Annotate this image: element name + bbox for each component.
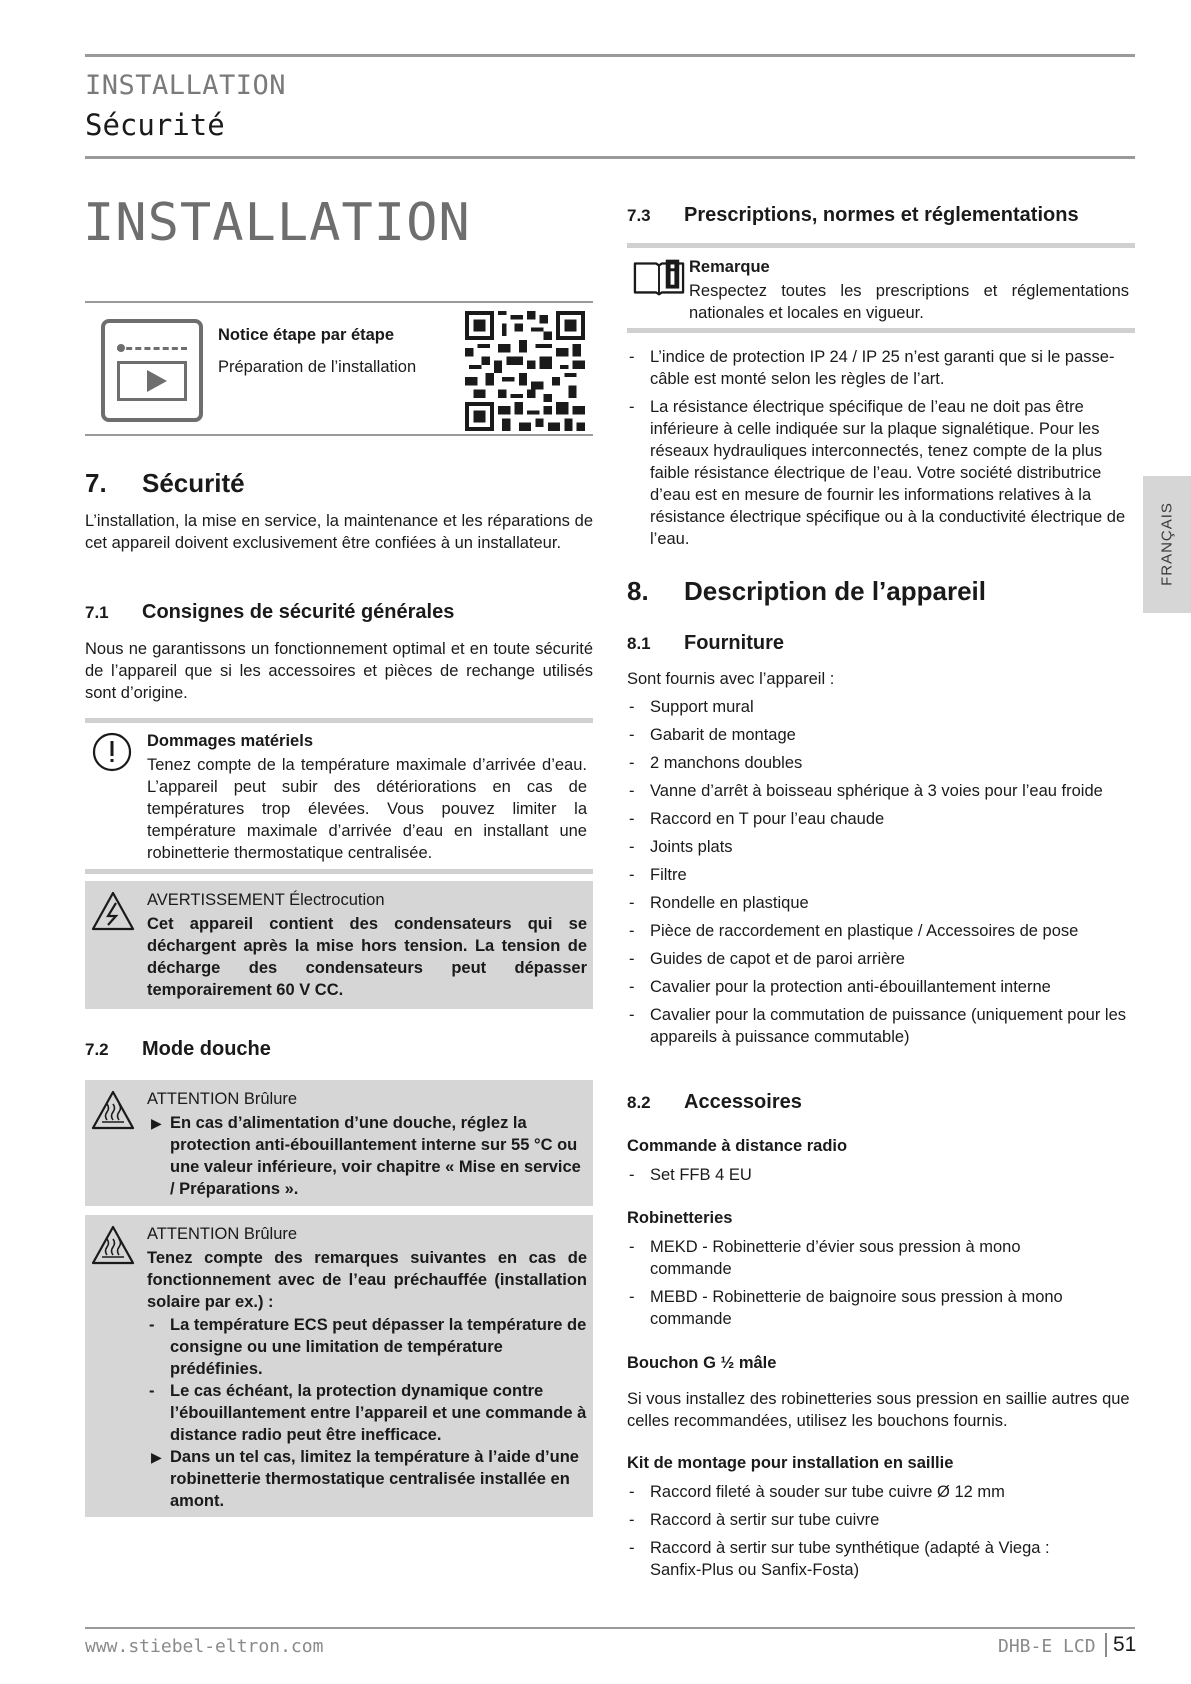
- list-item: - Joints plats: [627, 836, 1135, 858]
- footer-rule: [85, 1627, 1135, 1629]
- section-number: 7.2: [85, 1040, 109, 1059]
- caution-burn-preheated: [85, 1215, 593, 1517]
- list-item: - Raccord fileté à souder sur tube cuivre Ø 12 mm: [627, 1481, 1097, 1503]
- running-header-subsection: Sécurité: [85, 108, 225, 142]
- section-number: 8.1: [627, 634, 651, 653]
- section-title: Fourniture: [684, 632, 784, 654]
- warning-title: AVERTISSEMENT Électrocution: [147, 891, 385, 909]
- warning-text: Cet appareil contient des condensateurs qui se déchargent après la mise hors tension. La tension de décharge des condensateurs peut dépasser temporairement 60 V CC.: [147, 915, 587, 999]
- section-number: 8.: [627, 576, 649, 606]
- remote-list: [627, 1164, 1135, 1192]
- page-title: INSTALLATION: [83, 193, 471, 253]
- hot-surface-icon: [91, 1225, 135, 1265]
- plug-subheading: Bouchon G ½ mâle: [627, 1354, 777, 1372]
- running-header-section: INSTALLATION: [85, 70, 287, 101]
- hot-surface-icon: [91, 1090, 135, 1130]
- video-play-icon[interactable]: [101, 319, 203, 422]
- caution-list: [147, 1314, 587, 1446]
- plug-text: Si vous installez des robinetteries sous pression en saillie autres que celles recommandées, utilisez les bouchons fournis.: [627, 1390, 1130, 1430]
- list-item: - La température ECS peut dépasser la température de consigne ou une limitation de température prédéfinies.: [147, 1314, 587, 1380]
- section-title: Consignes de sécurité générales: [142, 601, 455, 623]
- caution-step: Dans un tel cas, limitez la température à l’aide d’une robinetterie thermostatique centralisée installée en amont.: [170, 1448, 579, 1510]
- page-number: 51: [1113, 1633, 1137, 1656]
- section-7-heading: [85, 468, 245, 499]
- step-marker-icon: ▶: [151, 1115, 162, 1131]
- exclamation-circle-icon: [92, 732, 132, 772]
- warning-electrocution: [85, 881, 593, 1009]
- note-box: [627, 243, 1135, 333]
- language-tab[interactable]: [1143, 476, 1191, 613]
- section-number: 7.1: [85, 603, 109, 622]
- list-item: - Guides de capot et de paroi arrière: [627, 948, 1135, 970]
- step-by-step-box: [85, 301, 593, 436]
- list-item: - Set FFB 4 EU: [627, 1164, 1135, 1186]
- info-book-icon: [633, 257, 685, 297]
- note-title: Remarque: [689, 258, 770, 276]
- list-item: - La résistance électrique spécifique de l’eau ne doit pas être inférieure à celle indiquée sur la plaque signalétique. Pour les réseaux hydrauliques interconnectés, tenez compte de la plus faible résistance électrique de l’eau. Votre société distributrice d’eau est en mesure de fournir les informations relatives à la résistance électrique spécifique ou à la conductivité électrique de l’eau.: [627, 396, 1135, 550]
- list-item: - MEBD - Robinetterie de baignoire sous pression à mono commande: [627, 1286, 1097, 1330]
- notice-title: Dommages matériels: [147, 732, 313, 750]
- list-item: - Le cas échéant, la protection dynamique contre l’ébouillantement entre l’appareil et une commande à distance radio peut être inefficace.: [147, 1380, 587, 1446]
- section-number: 7.: [85, 468, 107, 498]
- list-item: - Cavalier pour la protection anti-ébouillantement interne: [627, 976, 1135, 998]
- section-7-3-heading: [627, 204, 1079, 227]
- electric-hazard-icon: [91, 891, 135, 931]
- list-item: - L’indice de protection IP 24 / IP 25 n’est garanti que si le passe-câble est monté selon les règles de l’art.: [627, 346, 1135, 390]
- section-title: Prescriptions, normes et réglementations: [684, 204, 1079, 226]
- list-item: - Cavalier pour la commutation de puissance (uniquement pour les appareils à puissance commutable): [627, 1004, 1135, 1048]
- step-box-text: Préparation de l’installation: [218, 358, 417, 376]
- section-7-1-text: Nous ne garantissons un fonctionnement optimal et en toute sécurité de l’appareil que si les accessoires et pièces de rechange utilisés sont d’origine.: [85, 640, 593, 702]
- caution-title: ATTENTION Brûlure: [147, 1090, 298, 1108]
- section-title: Sécurité: [142, 468, 245, 498]
- section-8-heading: [627, 576, 986, 607]
- list-item: - Raccord à sertir sur tube cuivre: [627, 1509, 1097, 1531]
- list-item: - Rondelle en plastique: [627, 892, 1135, 914]
- section-title: Mode douche: [142, 1038, 271, 1060]
- section-title: Accessoires: [684, 1091, 802, 1113]
- list-item: - Raccord à sertir sur tube synthétique (adapté à Viega : Sanfix-Plus ou Sanfix-Fosta): [627, 1537, 1097, 1581]
- taps-list: [627, 1236, 1097, 1336]
- header-bottom-rule: [85, 156, 1135, 159]
- list-item: - MEKD - Robinetterie d’évier sous pression à mono commande: [627, 1236, 1097, 1280]
- section-8-2-heading: [627, 1091, 802, 1114]
- list-item: - Vanne d’arrêt à boisseau sphérique à 3 voies pour l’eau froide: [627, 780, 1135, 802]
- section-title: Description de l’appareil: [684, 576, 986, 606]
- footer-model: DHB-E LCD: [998, 1636, 1096, 1657]
- step-box-title: Notice étape par étape: [218, 326, 395, 344]
- remote-subheading: Commande à distance radio: [627, 1137, 848, 1155]
- qr-code-icon[interactable]: [465, 311, 585, 431]
- kit-list: [627, 1481, 1097, 1587]
- section-8-1-intro: Sont fournis avec l’appareil :: [627, 670, 835, 688]
- supply-list: [627, 696, 1135, 1054]
- list-item: - Support mural: [627, 696, 1135, 718]
- kit-subheading: Kit de montage pour installation en saillie: [627, 1454, 954, 1472]
- list-item: - Raccord en T pour l’eau chaude: [627, 808, 1135, 830]
- caution-title: ATTENTION Brûlure: [147, 1225, 298, 1243]
- note-text: Respectez toutes les prescriptions et réglementations nationales et locales en vigueur.: [689, 282, 1129, 322]
- footer-separator: [1105, 1633, 1107, 1657]
- list-item: - Filtre: [627, 864, 1135, 886]
- section-7-3-list: [627, 346, 1135, 556]
- section-7-intro: L’installation, la mise en service, la maintenance et les réparations de cet appareil doivent exclusivement être confiées à un installateur.: [85, 512, 593, 552]
- section-7-1-heading: [85, 601, 454, 624]
- section-number: 8.2: [627, 1093, 651, 1112]
- notice-material-damage: [85, 718, 593, 874]
- caution-step: En cas d’alimentation d’une douche, réglez la protection anti-ébouillantement interne sur 55 °C ou une valeur inférieure, voir chapitre « Mise en service / Préparations ».: [170, 1114, 581, 1198]
- notice-text: Tenez compte de la température maximale d’arrivée d’eau. L’appareil peut subir des détériorations en cas de températures trop élevées. Vous pouvez limiter la température maximale d’arrivée d’eau en installant une robinetterie thermostatique centralisée.: [147, 756, 587, 862]
- header-top-rule: [85, 54, 1135, 57]
- section-8-1-heading: [627, 632, 784, 655]
- footer-url[interactable]: www.stiebel-eltron.com: [85, 1636, 324, 1657]
- section-number: 7.3: [627, 206, 651, 225]
- language-tab-label: FRANÇAIS: [1158, 502, 1176, 586]
- list-item: - Pièce de raccordement en plastique / Accessoires de pose: [627, 920, 1135, 942]
- caution-burn-shower: [85, 1080, 593, 1206]
- step-marker-icon: ▶: [151, 1449, 162, 1465]
- caution-text: Tenez compte des remarques suivantes en cas de fonctionnement avec de l’eau préchauffée (installation solaire par ex.) :: [147, 1249, 587, 1311]
- list-item: - 2 manchons doubles: [627, 752, 1135, 774]
- section-7-2-heading: [85, 1038, 271, 1061]
- list-item: - Gabarit de montage: [627, 724, 1135, 746]
- taps-subheading: Robinetteries: [627, 1209, 733, 1227]
